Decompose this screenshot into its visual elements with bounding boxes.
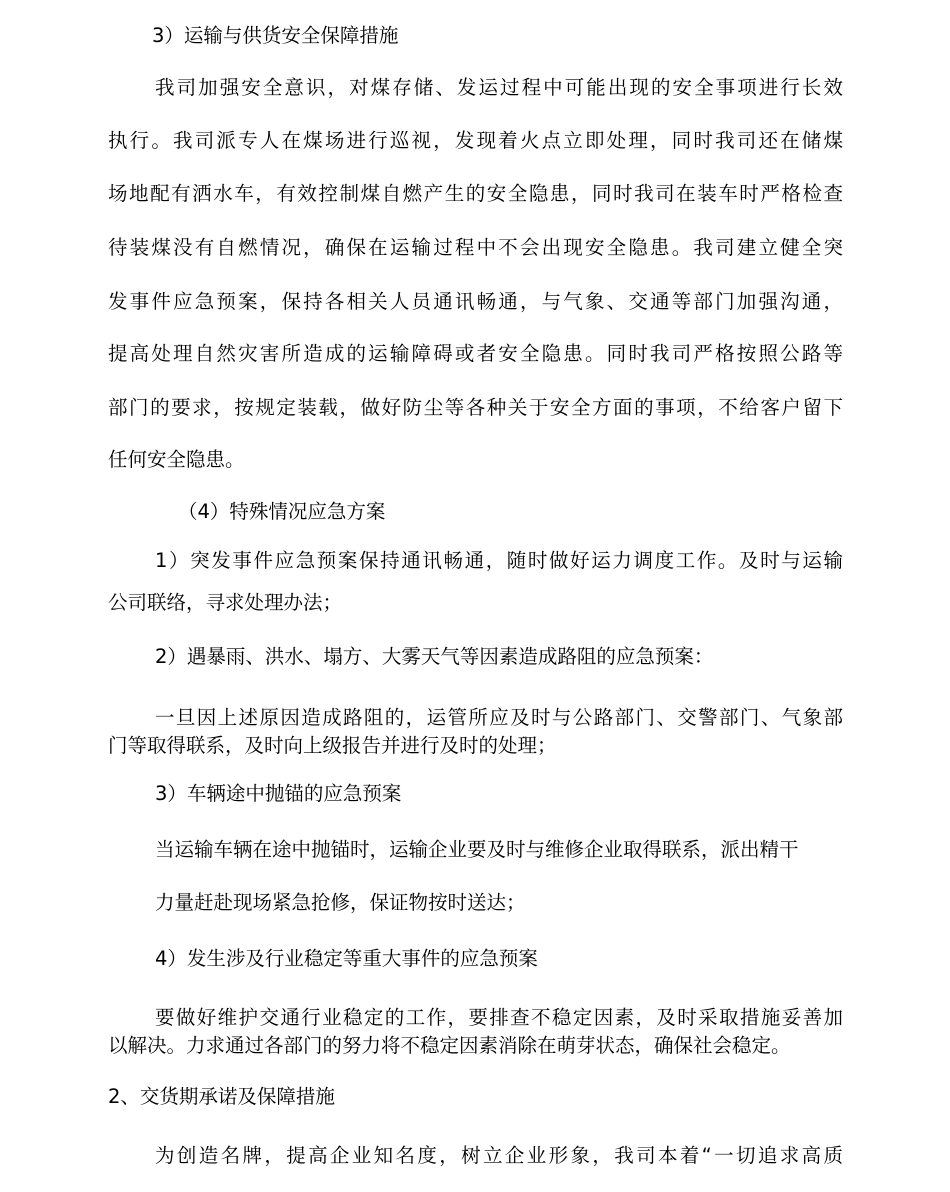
paragraph-line: 任何安全隐患。 (108, 448, 245, 471)
paragraph-line: 场地配有洒水车，有效控制煤自燃产生的安全隐患，同时我司在装车时严格检查 (108, 182, 843, 205)
paragraph-line: 要做好维护交通行业稳定的工作，要排查不稳定因素，及时采取措施妥善加 (155, 1006, 843, 1029)
section-heading: 2、交货期承诺及保障措施 (108, 1085, 335, 1108)
paragraph-line: 部门的要求，按规定装载，做好防尘等各种关于安全方面的事项，不给客户留下 (108, 396, 843, 419)
paragraph-line: 以解决。力求通过各部门的努力将不稳定因素消除在萌芽状态，确保社会稳定。 (108, 1034, 791, 1057)
item-heading: 2）遇暴雨、洪水、塌方、大雾天气等因素造成路阻的应急预案： (155, 645, 714, 668)
paragraph-line: 待装煤没有自燃情况，确保在运输过程中不会出现安全隐患。我司建立健全突 (108, 236, 843, 259)
section-heading: 3）运输与供货安全保障措施 (152, 24, 399, 47)
paragraph-line: 力量赶赴现场紧急抢修，保证物按时送达； (155, 891, 526, 914)
item-heading: 3）车辆途中抛锚的应急预案 (155, 782, 402, 805)
paragraph-line: 公司联络，寻求处理办法； (108, 591, 343, 614)
section-heading: （4）特殊情况应急方案 (178, 500, 386, 523)
paragraph-line: 1）突发事件应急预案保持通讯畅通，随时做好运力调度工作。及时与运输 (155, 549, 843, 572)
paragraph-line: 发事件应急预案，保持各相关人员通讯畅通，与气象、交通等部门加强沟通， (108, 290, 843, 313)
paragraph-line: 执行。我司派专人在煤场进行巡视，发现着火点立即处理，同时我司还在储煤 (108, 129, 843, 152)
paragraph-line: 一旦因上述原因造成路阻的，运管所应及时与公路部门、交警部门、气象部 (155, 706, 843, 729)
paragraph-line: 我司加强安全意识，对煤存储、发运过程中可能出现的安全事项进行长效 (155, 76, 843, 99)
paragraph-line: 当运输车辆在途中抛锚时，运输企业要及时与维修企业取得联系，派出精干 (155, 838, 799, 861)
paragraph-line: 门等取得联系，及时向上级报告并进行及时的处理； (108, 734, 557, 757)
item-heading: 4）发生涉及行业稳定等重大事件的应急预案 (155, 947, 538, 970)
paragraph-line: 提高处理自然灾害所造成的运输障碍或者安全隐患。同时我司严格按照公路等 (108, 342, 843, 365)
paragraph-line: 为创造名牌，提高企业知名度，树立企业形象，我司本着“一切追求高质 (155, 1144, 843, 1167)
